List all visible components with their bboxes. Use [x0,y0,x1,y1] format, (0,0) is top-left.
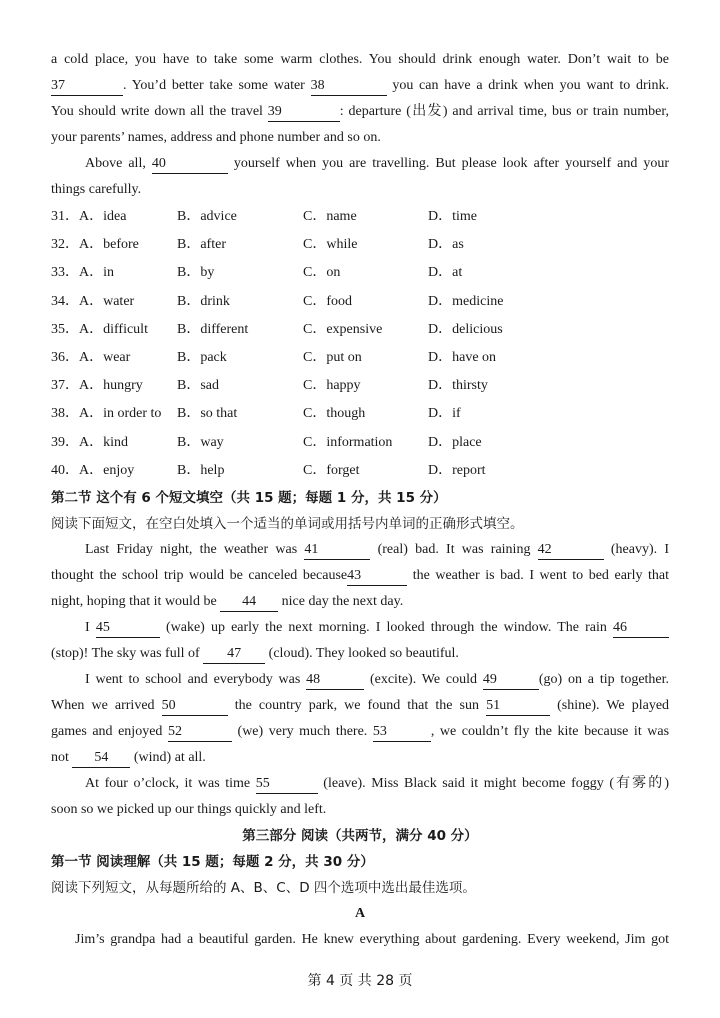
para1-line4: your parents’ names, address and phone number and so on. [51,130,381,145]
option-a[interactable] [51,400,161,428]
option-a[interactable] [51,259,114,287]
story-line9: not 54 (wind) at all. [51,745,669,771]
story-line4: I 45 (wake) up early the next morning. I looked through the window. The rain 46 [51,615,669,641]
blank-47[interactable]: 47 [203,645,265,664]
option-a-label: A．idea [79,209,127,224]
option-d[interactable]: D．as [428,237,464,253]
question-number: 34． [51,293,79,309]
option-a-label: A．enjoy [79,462,135,478]
option-c[interactable]: C．expensive [303,321,383,337]
option-a-label: A．wear [79,349,131,365]
blank-45[interactable]: 45 [96,619,160,638]
option-b[interactable]: B．after [177,237,226,253]
option-c[interactable]: C．information [303,434,393,450]
option-d[interactable]: D．medicine [428,293,504,309]
option-a-label: A．hungry [79,378,143,394]
question-number: 33． [51,265,79,281]
option-d[interactable]: D．at [428,265,463,281]
para2-line1: Above all, 40 yourself when you are travelling. But please look after yourself and your [51,151,669,177]
passage-line1: Jim’s grandpa had a beautiful garden. He knew everything about gardening. Every weekend, Jim got [75,931,669,947]
para1-line1: a cold place, you have to take some warm clothes. You should drink enough water. Don’t wait to be [51,52,669,67]
options-list [51,203,669,485]
option-row [51,231,669,259]
page-footer: 第 4 页 共 28 页 [307,973,413,989]
para2-line2: things carefully. [51,182,142,197]
blank-43[interactable]: 43 [347,567,407,586]
story-line11: soon so we picked up our things quickly and left. [51,801,327,817]
blank-42[interactable]: 42 [538,541,604,560]
option-d[interactable]: D．delicious [428,321,503,337]
blank-37[interactable]: 37 [51,77,123,96]
option-d[interactable]: D．place [428,434,482,450]
option-d[interactable]: D．report [428,462,486,478]
option-a[interactable] [51,203,126,231]
option-b[interactable]: B．by [177,265,215,281]
blank-50[interactable]: 50 [162,697,228,716]
option-c[interactable]: C．while [303,237,358,253]
option-d[interactable]: D．time [428,209,477,224]
option-row [51,429,669,457]
option-row [51,288,669,316]
option-a-label: A．kind [79,434,128,450]
option-row [51,316,669,344]
option-b[interactable]: B．pack [177,349,227,365]
option-row [51,400,669,428]
blank-51[interactable]: 51 [486,697,550,716]
option-a[interactable] [51,429,128,457]
option-b[interactable]: B．different [177,321,249,337]
option-c[interactable]: C．food [303,293,352,309]
part3-title: 第三部分 阅读（共两节，满分 40 分） [242,827,478,844]
option-a[interactable] [51,372,143,400]
story-line3: night, hoping that it would be 44 nice day the next day. [51,589,669,615]
option-a[interactable] [51,316,148,344]
blank-54[interactable]: 54 [72,749,130,768]
question-number: 32． [51,237,79,253]
option-a-label: A．difficult [79,321,148,337]
option-b[interactable]: B．advice [177,209,237,224]
option-row [51,203,669,231]
option-a-label: A．water [79,293,135,309]
para1-line3: You should write down all the travel 39 : departure (出发) and arrival time, bus or train number, [51,99,669,125]
option-b[interactable]: B．sad [177,378,219,394]
option-a[interactable] [51,288,134,316]
blank-41[interactable]: 41 [304,541,370,560]
story-line5: (stop)! The sky was full of 47 (cloud). They looked so beautiful. [51,641,669,667]
blank-44[interactable]: 44 [220,593,278,612]
blank-39[interactable]: 39 [268,103,340,122]
blank-55[interactable]: 55 [256,775,318,794]
story-line10: At four o’clock, it was time 55 (leave). Miss Black said it might become foggy (有雾的) [51,771,669,797]
option-d[interactable]: D．thirsty [428,378,488,394]
option-d[interactable]: D．have on [428,349,497,365]
option-c[interactable]: C．on [303,265,341,281]
option-a-label: A．in [79,265,114,281]
option-a[interactable] [51,231,139,259]
blank-40[interactable]: 40 [152,155,228,174]
option-c[interactable]: C．name [303,209,357,224]
section2-instruction: 阅读下面短文，在空白处填入一个适当的单词或用括号内单词的正确形式填空。 [51,515,524,532]
option-row [51,259,669,287]
blank-53[interactable]: 53 [373,723,431,742]
part3-instruction: 阅读下列短文，从每题所给的 A、B、C、D 四个选项中选出最佳选项。 [51,879,476,896]
blank-46[interactable]: 46 [613,619,669,638]
passage-label: A [354,905,366,921]
option-row [51,344,669,372]
story-line2: thought the school trip would be canceled because43 the weather is bad. I went to bed early that [51,563,669,589]
option-row [51,457,669,485]
option-c[interactable]: C．though [303,406,366,422]
option-a[interactable] [51,457,134,485]
blank-52[interactable]: 52 [168,723,232,742]
story-line8: games and enjoyed 52 (we) very much there. 53 , we couldn’t fly the kite because it was [51,719,669,745]
option-b[interactable]: B．way [177,434,224,450]
story-line7: When we arrived 50 the country park, we found that the sun 51 (shine). We played [51,693,669,719]
option-row [51,372,669,400]
option-c[interactable]: C．happy [303,378,361,394]
question-number: 40． [51,462,79,478]
option-c[interactable]: C．put on [303,349,362,365]
question-number: 35． [51,321,79,337]
exam-page [51,47,669,953]
option-b[interactable]: B．help [177,462,225,478]
question-number: 36． [51,349,79,365]
question-number: 31． [51,209,79,224]
story-line1: Last Friday night, the weather was 41 (real) bad. It was raining 42 (heavy). I [51,537,669,563]
option-d[interactable]: D．if [428,406,461,422]
part3-section1-title: 第一节 阅读理解（共 15 题；每题 2 分，共 30 分） [51,853,374,870]
option-c[interactable]: C．forget [303,462,360,478]
blank-38[interactable]: 38 [311,77,387,96]
option-b[interactable]: B．drink [177,293,230,309]
story-line6: I went to school and everybody was 48 (excite). We could 49 (go) on a tip together. [51,667,669,693]
question-number: 39． [51,434,79,450]
section2-title: 第二节 这个有 6 个短文填空（共 15 题；每题 1 分，共 15 分） [51,489,447,506]
question-number: 38． [51,406,79,422]
option-b[interactable]: B．so that [177,406,238,422]
option-a[interactable] [51,344,130,372]
blank-49[interactable]: 49 [483,671,539,690]
blank-48[interactable]: 48 [306,671,364,690]
option-a-label: A．before [79,237,139,253]
para1-line2: 37 . You’d better take some water 38 you can have a drink when you want to drink. [51,73,669,99]
option-a-label: A．in order to [79,406,162,422]
question-number: 37． [51,378,79,394]
